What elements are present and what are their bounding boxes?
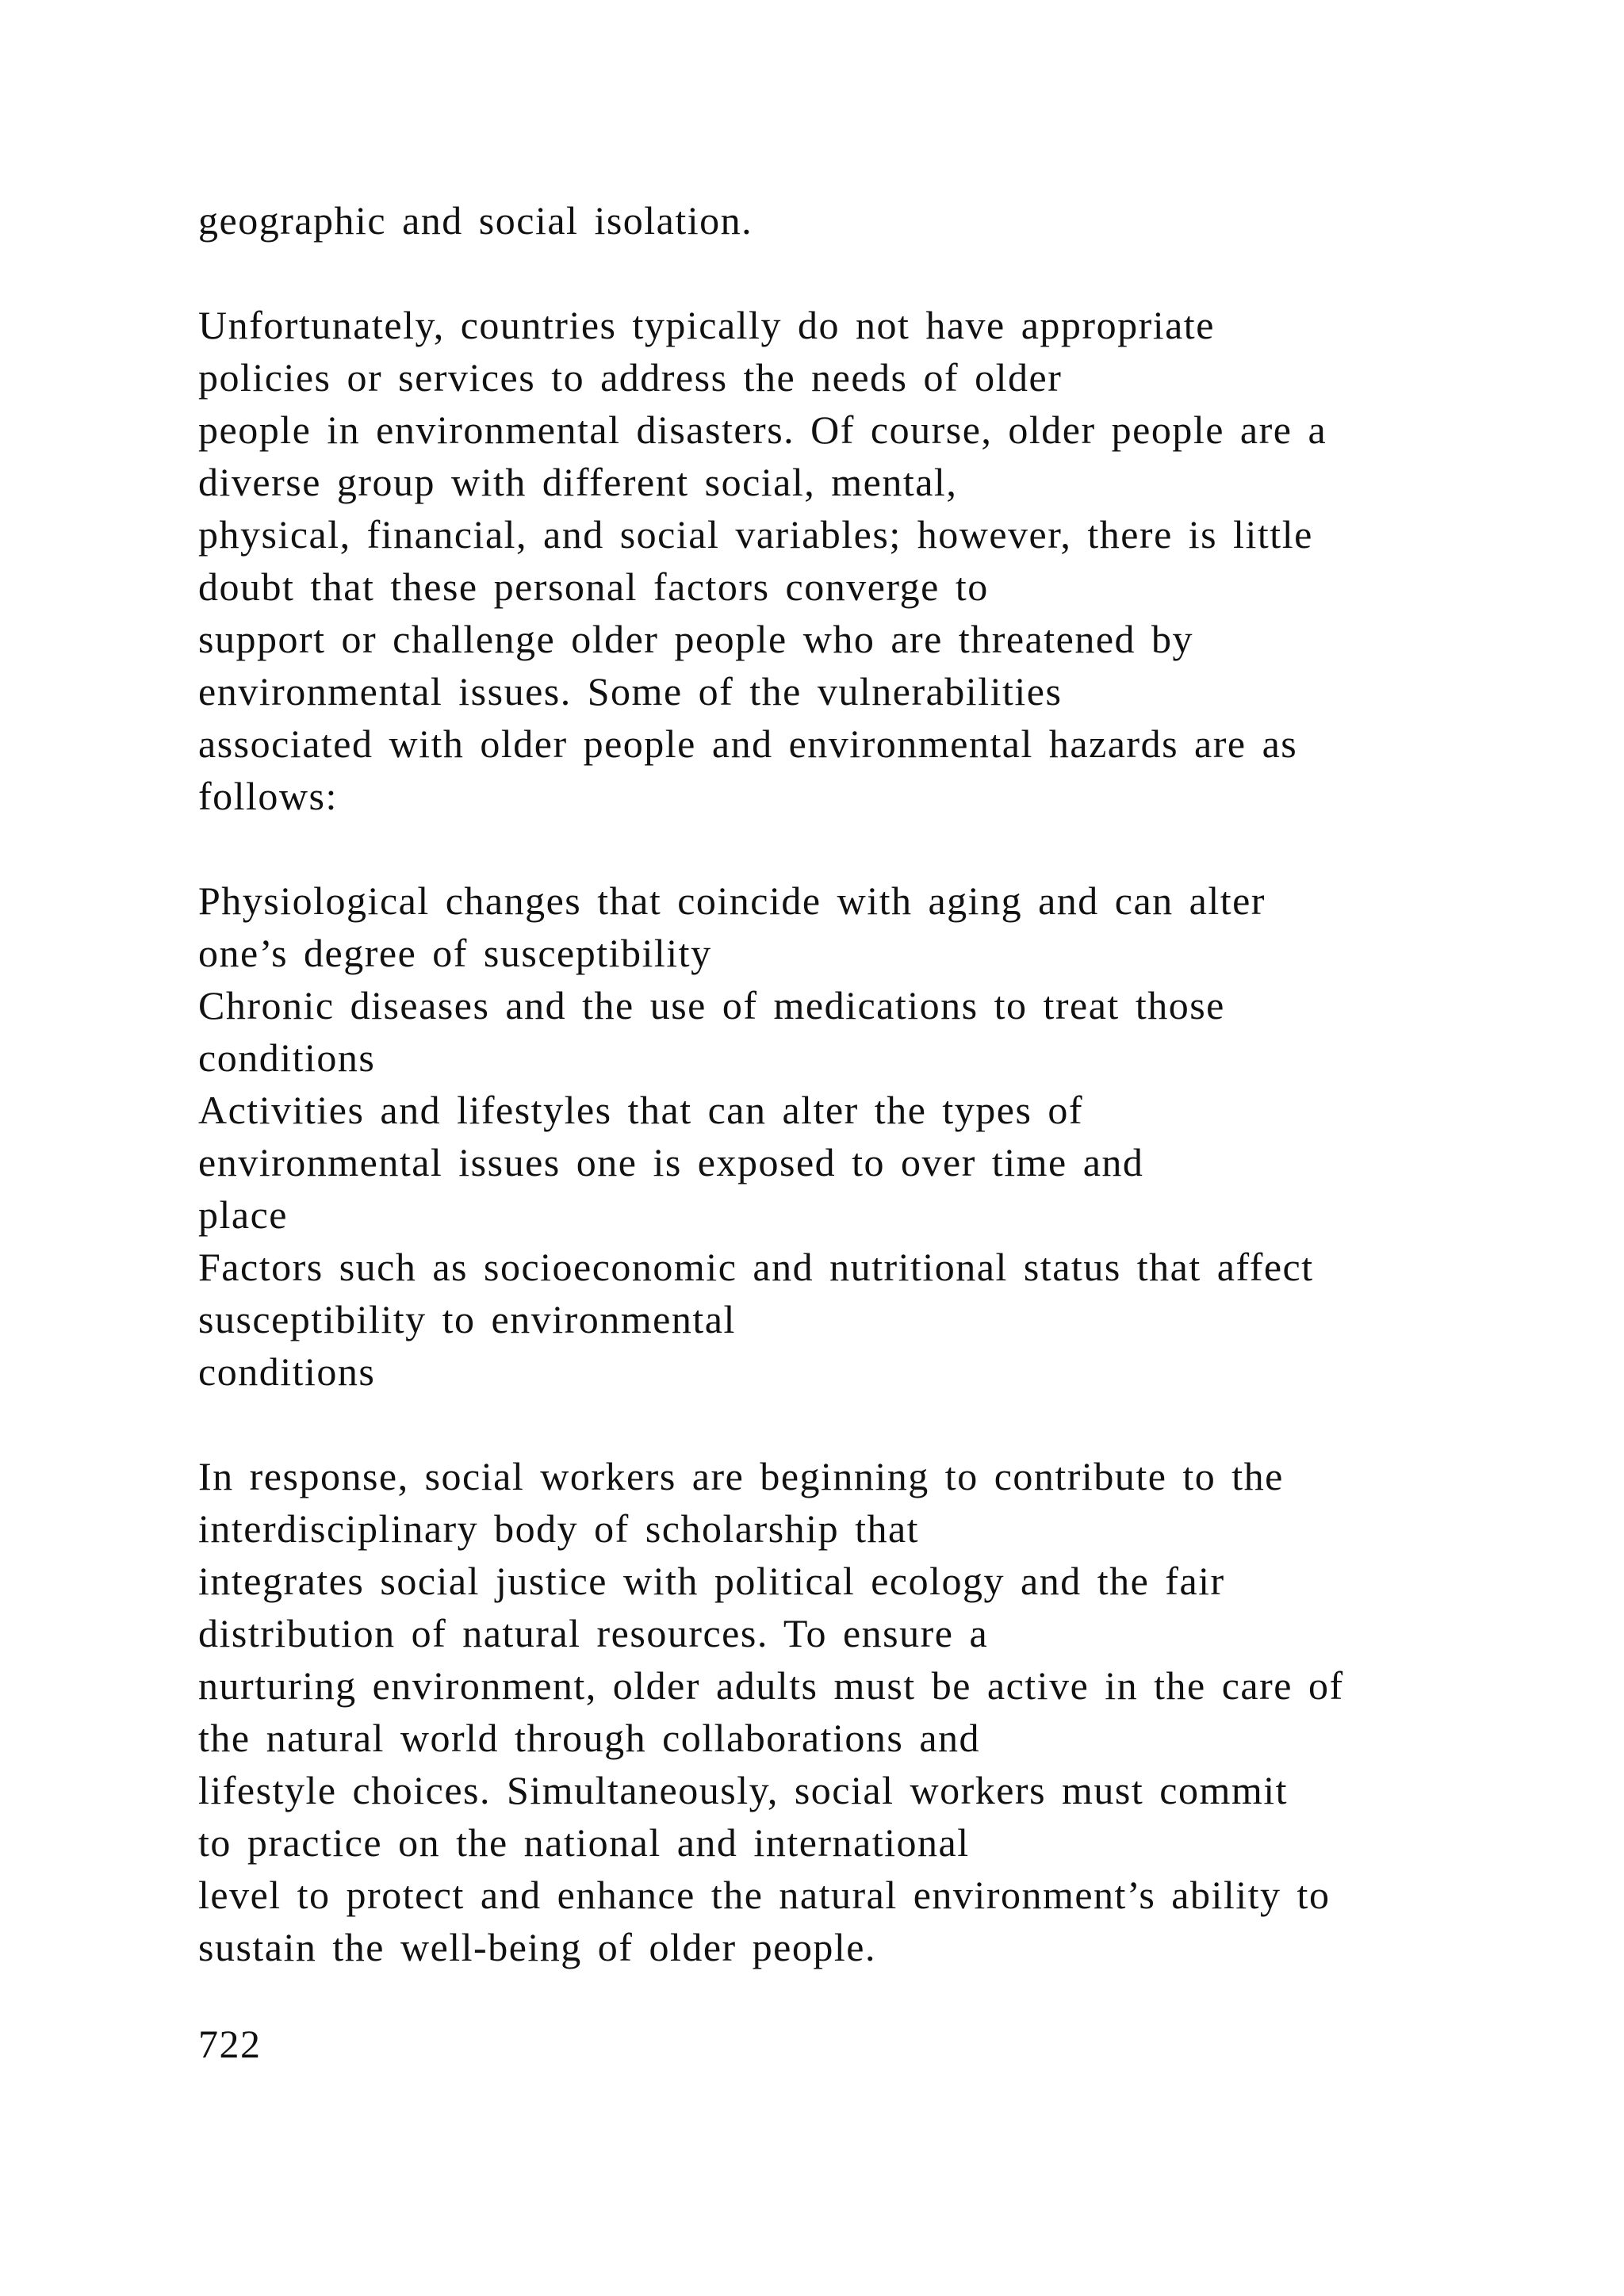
text-line: conditions xyxy=(198,1035,376,1080)
text-line: follows: xyxy=(198,774,338,818)
text-line: Factors such as socioeconomic and nutritional status that affect xyxy=(198,1245,1314,1289)
text-line: policies or services to address the needs of older xyxy=(198,355,1063,400)
text-line: environmental issues one is exposed to over time and xyxy=(198,1140,1144,1184)
text-line: Physiological changes that coincide with aging and can alter xyxy=(198,878,1266,923)
text-line: Unfortunately, countries typically do not have appropriate xyxy=(198,303,1215,347)
text-line: lifestyle choices. Simultaneously, social workers must commit xyxy=(198,1768,1289,1812)
page-number: 722 xyxy=(198,2022,262,2066)
text-line: the natural world through collaborations and xyxy=(198,1716,981,1760)
text-line: Activities and lifestyles that can alter the types of xyxy=(198,1088,1084,1132)
text-line: place xyxy=(198,1192,288,1237)
paragraph-vulnerabilities-list xyxy=(198,874,1562,1398)
text-line: to practice on the national and international xyxy=(198,1820,970,1865)
paragraph-response xyxy=(198,1450,1562,1973)
text-line: people in environmental disasters. Of course, older people are a xyxy=(198,408,1327,452)
text-line: distribution of natural resources. To ensure a xyxy=(198,1611,989,1655)
text-line: In response, social workers are beginning to contribute to the xyxy=(198,1454,1284,1498)
body-text xyxy=(198,194,1562,2026)
text-line: susceptibility to environmental xyxy=(198,1297,736,1341)
text-line: associated with older people and environmental hazards are as xyxy=(198,721,1298,766)
text-line: integrates social justice with political ecology and the fair xyxy=(198,1559,1225,1603)
text-line: physical, financial, and social variables; however, there is little xyxy=(198,512,1313,557)
paragraph-policies xyxy=(198,299,1562,822)
paragraph-intro xyxy=(198,194,1562,247)
text-line: environmental issues. Some of the vulnerabilities xyxy=(198,669,1063,714)
text-line: interdisciplinary body of scholarship that xyxy=(198,1506,920,1551)
text-line: sustain the well-being of older people. xyxy=(198,1925,876,1969)
text-line: level to protect and enhance the natural environment’s ability to xyxy=(198,1873,1331,1917)
text-line: diverse group with different social, mental, xyxy=(198,460,958,504)
text-line: conditions xyxy=(198,1349,376,1394)
text-line: one’s degree of susceptibility xyxy=(198,931,712,975)
text-line: nurturing environment, older adults must be active in the care of xyxy=(198,1663,1344,1708)
text-line: support or challenge older people who are threatened by xyxy=(198,617,1194,661)
text-line: Chronic diseases and the use of medications to treat those xyxy=(198,983,1225,1027)
text-line: doubt that these personal factors converge to xyxy=(198,564,989,609)
text-line: geographic and social isolation. xyxy=(198,198,753,243)
